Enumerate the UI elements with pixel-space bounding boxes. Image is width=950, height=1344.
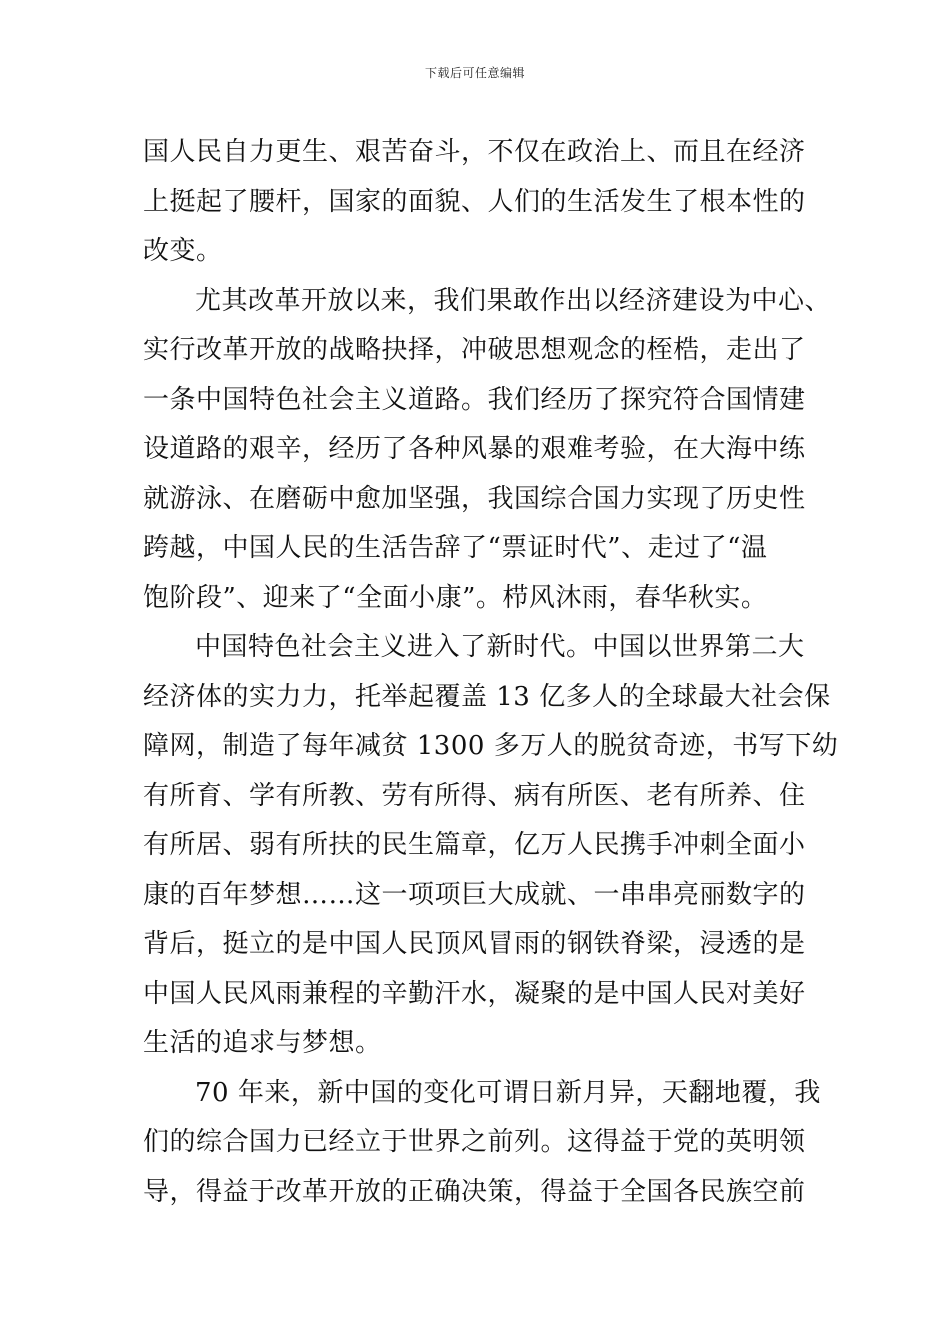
text-line: 有所育、学有所教、劳有所得、病有所医、老有所养、住 <box>143 780 806 811</box>
text-line: 中国人民风雨兼程的辛勤汗水，凝聚的是中国人民对美好 <box>143 978 806 1009</box>
text-line: 上挺起了腰杆，国家的面貌、人们的生活发生了根本性的 <box>143 186 806 217</box>
document-body <box>143 128 839 1217</box>
page-header: 下载后可任意编辑 <box>424 66 525 80</box>
text-line: 一条中国特色社会主义道路。我们经历了探究符合国情建 <box>143 384 806 415</box>
text-line: 设道路的艰辛，经历了各种风暴的艰难考验，在大海中练 <box>143 434 806 464</box>
paragraph-start-line: 尤其改革开放以来，我们果敢作出以经济建设为中心、 <box>195 285 832 316</box>
text-line: 国人民自力更生、艰苦奋斗，不仅在政治上、而且在经济 <box>143 137 806 167</box>
text-line: 障网，制造了每年减贫 1300 多万人的脱贫奇迹，书写下幼 <box>143 731 839 761</box>
text-line: 导，得益于改革开放的正确决策，得益于全国各民族空前 <box>143 1176 806 1207</box>
text-line: 饱阶段”、迎来了“全面小康”。栉风沐雨，春华秋实。 <box>143 582 768 613</box>
text-line: 有所居、弱有所扶的民生篇章，亿万人民携手冲刺全面小 <box>143 830 806 860</box>
text-line: 生活的追求与梦想。 <box>143 1028 382 1058</box>
paragraph-start-line: 中国特色社会主义进入了新时代。中国以世界第二大 <box>195 632 805 662</box>
text-line: 们的综合国力已经立于世界之前列。这得益于党的英明领 <box>143 1127 806 1157</box>
text-line: 就游泳、在磨砺中愈加坚强，我国综合国力实现了历史性 <box>143 483 806 514</box>
text-line: 实行改革开放的战略抉择，冲破思想观念的桎梏，走出了 <box>143 335 806 365</box>
paragraph-start-line: 70 年来，新中国的变化可谓日新月异，天翻地覆，我 <box>195 1077 821 1108</box>
text-line: 跨越，中国人民的生活告辞了“票证时代”、走过了“温 <box>143 533 768 563</box>
text-line: 康的百年梦想……这一项项巨大成就、一串串亮丽数字的 <box>143 879 806 910</box>
text-line: 经济体的实力力，托举起覆盖 13 亿多人的全球最大社会保 <box>143 681 831 712</box>
text-line: 背后，挺立的是中国人民顶风冒雨的钢铁脊梁，浸透的是 <box>143 929 806 959</box>
text-line: 改变。 <box>143 236 223 266</box>
